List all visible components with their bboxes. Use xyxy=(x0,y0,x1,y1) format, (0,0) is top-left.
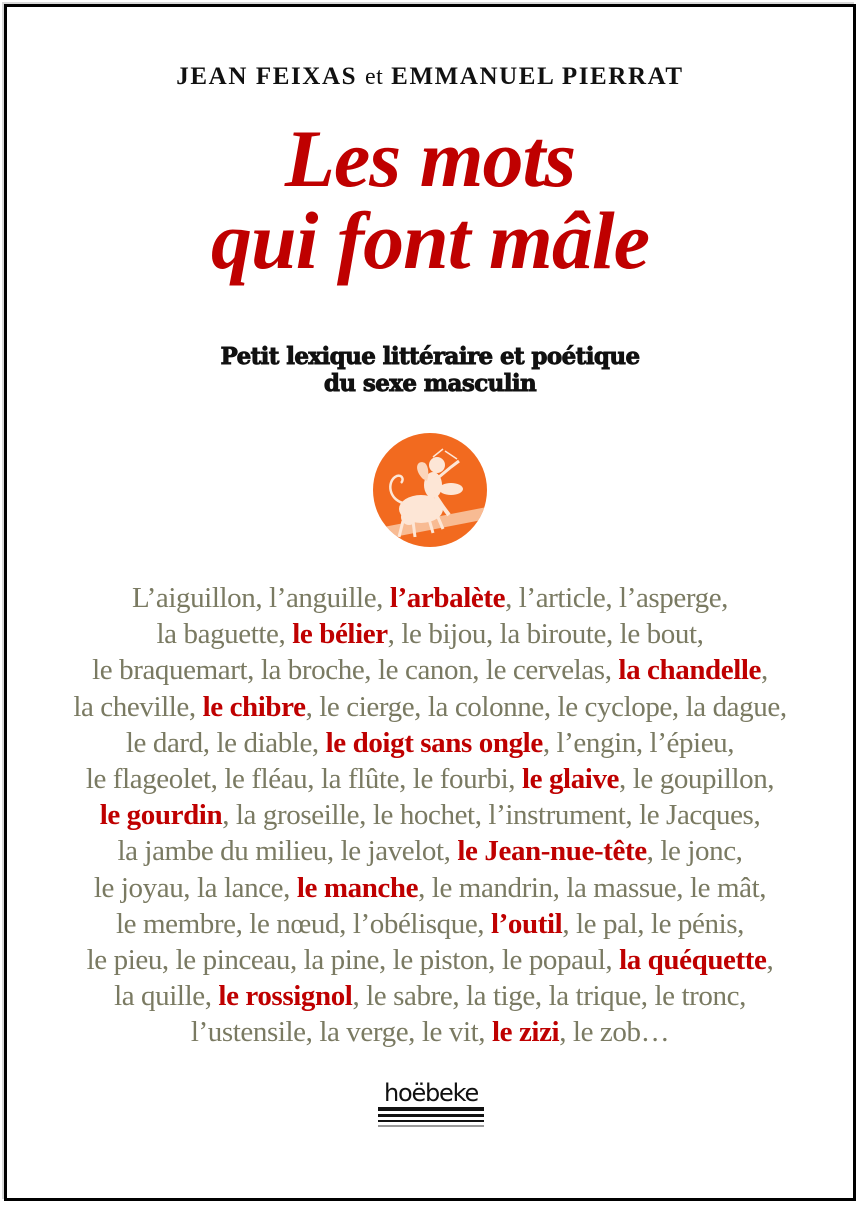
highlighted-term: la chandelle xyxy=(618,654,762,687)
highlighted-term: le zizi xyxy=(491,1016,560,1049)
lexicon-word-list xyxy=(0,580,860,1051)
book-subtitle-line-1: Petit lexique littéraire et poétique xyxy=(220,343,640,370)
lexicon-text: le pieu, le pinceau, la pine, le piston, le popaul, xyxy=(86,944,620,977)
lexicon-text: , la groseille, le hochet, l’instrument, le Jacques, xyxy=(222,799,761,832)
lexicon-line xyxy=(0,978,860,1014)
lexicon-text: , le pal, le pénis, xyxy=(562,907,744,940)
lexicon-text: L’aiguillon, l’anguille, xyxy=(131,582,390,614)
publisher-logo-bar xyxy=(378,1120,484,1122)
highlighted-term: le manche xyxy=(296,871,419,904)
book-title-line-1: Les mots xyxy=(284,113,576,204)
lexicon-line xyxy=(0,906,860,942)
book-subtitle xyxy=(0,343,860,397)
lexicon-line xyxy=(0,833,860,869)
publisher-logo-bar xyxy=(378,1107,484,1111)
book-title xyxy=(0,113,860,286)
lexicon-line xyxy=(0,652,860,688)
lexicon-text: , le sabre, la tige, la trique, le tronc, xyxy=(352,980,746,1013)
lexicon-text: le flageolet, le fléau, la flûte, le fourbi, xyxy=(85,763,522,796)
lexicon-text: , le goupillon, xyxy=(619,763,775,796)
lexicon-line xyxy=(0,580,860,616)
highlighted-term: la quéquette xyxy=(619,944,767,977)
lexicon-text: , le jonc, xyxy=(646,835,743,868)
publisher-logo-bar xyxy=(378,1114,484,1117)
lexicon-line xyxy=(0,1014,860,1050)
cherub-riding-lion-emblem-icon xyxy=(373,433,487,547)
lexicon-text: , xyxy=(761,654,768,687)
highlighted-term: l’arbalète xyxy=(389,582,506,614)
lexicon-text: , l’article, l’asperge, xyxy=(505,582,729,614)
authors-conjunction: et xyxy=(364,64,384,90)
author-emmanuel-pierrat: EMMANUEL PIERRAT xyxy=(391,63,684,90)
highlighted-term: le Jean-nue-tête xyxy=(457,835,647,868)
highlighted-term: le chibre xyxy=(202,690,306,723)
lexicon-text: le membre, le nœud, l’obélisque, xyxy=(116,907,491,940)
lexicon-line xyxy=(0,761,860,797)
highlighted-term: le glaive xyxy=(521,763,620,796)
highlighted-term: l’outil xyxy=(491,907,563,940)
lexicon-text: le joyau, la lance, xyxy=(93,871,297,904)
lexicon-line xyxy=(0,689,860,725)
lexicon-text: , xyxy=(766,944,774,977)
highlighted-term: le doigt sans ongle xyxy=(325,726,543,759)
highlighted-term: le gourdin xyxy=(99,799,223,832)
lexicon-text: le dard, le diable, xyxy=(125,726,326,759)
lexicon-text: la cheville, xyxy=(73,690,203,723)
lexicon-line xyxy=(0,870,860,906)
lexicon-line xyxy=(0,942,860,978)
lexicon-text: , le bijou, la biroute, le bout, xyxy=(387,618,704,651)
authors-line xyxy=(0,62,860,92)
lexicon-text: la quille, xyxy=(114,980,219,1013)
lexicon-text: la baguette, xyxy=(156,618,293,651)
lexicon-text: , le zob… xyxy=(559,1016,670,1049)
lexicon-line xyxy=(0,797,860,833)
highlighted-term: le rossignol xyxy=(218,980,353,1013)
lexicon-text: , l’engin, l’épieu, xyxy=(542,726,735,759)
publisher-logo-bar xyxy=(378,1125,484,1127)
lexicon-text: le braquemart, la broche, le canon, le cervelas, xyxy=(92,654,619,687)
lexicon-text: , le mandrin, la massue, le mât, xyxy=(418,871,767,904)
author-jean-feixas: JEAN FEIXAS xyxy=(176,63,358,90)
publisher-name: hoëbeke xyxy=(383,1079,479,1107)
lexicon-line xyxy=(0,616,860,652)
lexicon-text: la jambe du milieu, le javelot, xyxy=(117,835,458,868)
lexicon-text: l’ustensile, la verge, le vit, xyxy=(190,1016,492,1049)
lexicon-line xyxy=(0,725,860,761)
book-subtitle-line-2: du sexe masculin xyxy=(323,370,537,397)
book-title-line-2: qui font mâle xyxy=(210,195,650,286)
lexicon-text: , le cierge, la colonne, le cyclope, la dague, xyxy=(305,690,787,723)
highlighted-term: le bélier xyxy=(292,618,388,651)
publisher-logo xyxy=(378,1080,484,1130)
